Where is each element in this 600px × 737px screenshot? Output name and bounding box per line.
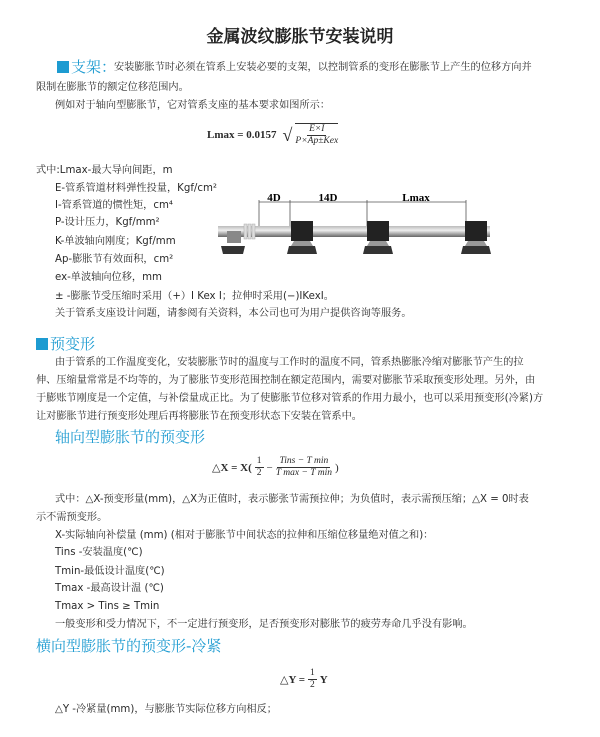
pipe [218,226,490,237]
numerator: 1 [256,456,262,466]
half-fraction [308,668,317,691]
paragraph-line: 由于管系的工作温度变化，安装膨胀节时的温度与工作时的温度不同，管系热膨胀冷缩对膨胀节产生的拉 [55,357,524,368]
paragraph-line: 式中：△X-预变形量(mm)，△X为正值时，表示膨张节需预拉伸；为负值时，表示需预压缩；△X = 0时表 [55,494,529,505]
numerator: 1 [310,668,315,678]
legend-line: P-设计压力，Kgf/mm² [55,217,160,228]
legend-line: 关于管系支座设计问题，请参阅有关资料，本公司也可为用户提供咨询等服务。 [55,308,412,319]
heading-text: 支架： [71,58,117,76]
formula-rhs: Y [319,673,328,686]
paragraph-line: △Y -冷紧量(mm)，与膨胀节实际位移方向相反； [55,704,277,715]
formula-lmax [207,123,341,147]
anchor-support [227,231,241,243]
half-fraction [255,456,264,479]
close-paren: ) [334,461,339,474]
legend-line: I-管系管道的惯性矩，cm⁴ [55,200,173,211]
temperature-fraction [276,456,332,479]
page-title: 金属波纹膨胀节安装说明 [206,27,394,47]
legend-line: E-管系管道材料弹性投量，Kgf/cm² [55,183,217,194]
paragraph-line: 伸、压缩量常常是不均等的，为了膨胀节变形范围控制在额定范围内，需要对膨胀节采取预变形处理。另外，由 [36,375,536,386]
sqrt-icon: √ [282,124,293,145]
paragraph-line: Tmin-最低设计温度(℃) [55,566,165,577]
formula-delta-y [280,668,328,691]
legend-line: ex-单波轴向位移，mm [55,272,162,283]
paragraph-line: 一般变形和受力情况下，不一定进行预变形，足否预变形对膨胀节的疲劳寿命几乎没有影响。 [55,619,473,630]
section-heading-support [57,58,116,76]
subheading-lateral: 横向型膨胀节的预变形-冷紧 [36,637,222,655]
paragraph-line: Tins -安装温度(℃) [55,547,143,558]
dim-label-14d: 14D [318,192,338,204]
numerator: E×I [309,124,325,134]
paragraph-line: 让对膨胀节进行预变形处理后再将膨胀节在预变形状态下安装在管系中。 [36,411,362,422]
dim-label-4d: 4D [267,192,281,204]
heading-text: 预变形 [50,335,96,353]
formula-lhs: △Y = [280,674,306,686]
legend-line: K-单波轴向刚度；Kgf/mm [55,236,176,247]
denominator: 2 [310,680,315,690]
denominator: T max − T min [275,468,332,478]
paragraph-line: 限制在膨胀节的额定位移范围内。 [36,82,189,93]
formula-delta-x [212,456,339,479]
formula-lhs: Lmax = 0.0157 [207,129,277,141]
anchor-base [221,246,245,254]
bellows [244,224,255,239]
legend-line: Ap-膨胀节有效面积，cm² [55,254,174,265]
dim-label-lmax: Lmax [402,192,430,204]
paragraph-line: Tmax > Tins ≥ Tmin [55,601,160,612]
square-bullet-icon [36,338,48,350]
pipe-support-diagram [215,190,495,270]
denominator: P×Ap±Kex [295,136,339,146]
minus-sign: − [266,461,273,474]
numerator: Tins − T min [279,456,329,466]
section-heading-predeform [36,335,95,353]
square-bullet-icon [57,61,69,73]
paragraph-line: X-实际轴向补偿量 (mm) (相对于膨胀节中间状态的拉伸和压缩位移量绝对值之和)： [55,530,434,541]
paragraph-line: 于膨账节刚度是一个定值，与补偿量成正比。为了使膨胀节位移对管系的作用力最小，也可以采用预变形(冷紧)方 [36,393,544,404]
paragraph-line: 示不需预变形。 [36,512,108,523]
legend-line: ± -膨胀节受压缩时采用（+）I Kex I；拉伸时采用(−)IKexI。 [55,291,334,302]
subheading-axial: 轴向型膨胀节的预变形 [55,428,206,446]
legend-line: 式中:Lmax-最大导向间距，m [36,165,173,176]
denominator: 2 [256,468,262,478]
paragraph-line: 安装膨胀节时必须在管系上安装必要的支架，以控制管系的变形在膨胀节上产生的位移方向并 [114,62,532,73]
guide-supports [287,221,491,254]
paragraph-line: Tmax -最高设计温 (℃) [55,583,164,594]
formula-fraction [295,123,338,147]
formula-lhs: △X = X( [212,462,252,474]
paragraph-line: 例如对于轴向型膨胀节，它对管系支座的基本要求如图所示： [55,100,331,111]
